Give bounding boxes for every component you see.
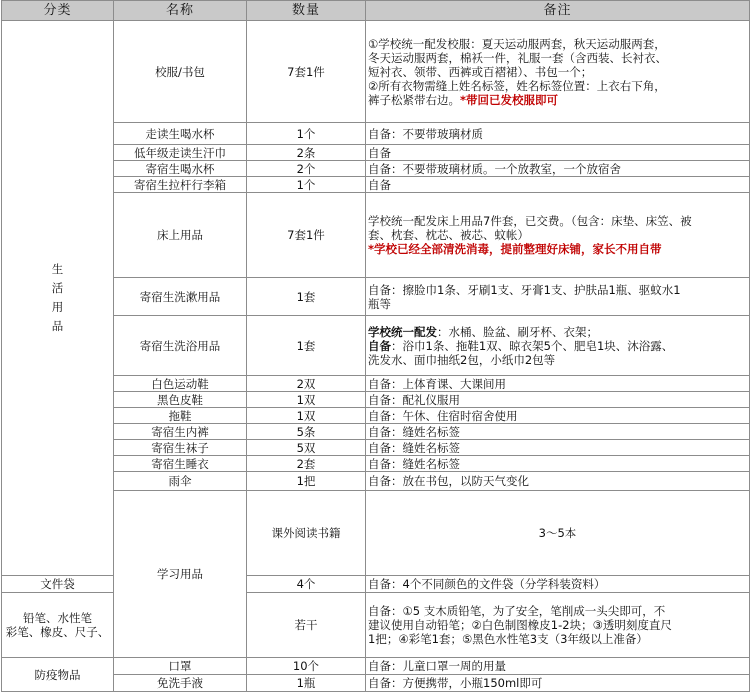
item-name: 寄宿生内裤 bbox=[114, 424, 247, 440]
item-note: 自备：4个不同颜色的文件袋（分学科装资料） bbox=[366, 576, 750, 593]
item-note: 自备：缝姓名标签 bbox=[366, 456, 750, 472]
item-note: 自备：擦脸巾1条、牙刷1支、牙膏1支、护肤品1瓶、驱蚊水1 瓶等 bbox=[366, 278, 750, 316]
table-row bbox=[2, 658, 750, 675]
item-note: 自备：不要带玻璃材质 bbox=[366, 123, 750, 145]
header-category: 分类 bbox=[2, 1, 114, 21]
item-name: 寄宿生拉杆行李箱 bbox=[114, 177, 247, 193]
item-name: 拖鞋 bbox=[114, 408, 247, 424]
supply-list-table bbox=[1, 0, 750, 692]
item-name: 口罩 bbox=[114, 658, 247, 675]
item-name: 校服/书包 bbox=[114, 21, 247, 123]
item-qty: 7套1件 bbox=[247, 21, 366, 123]
table-row bbox=[2, 675, 750, 692]
header-note: 备注 bbox=[366, 1, 750, 21]
header-quantity: 数量 bbox=[247, 1, 366, 21]
item-note: 自备：放在书包，以防天气变化 bbox=[366, 472, 750, 491]
item-qty: 4个 bbox=[247, 576, 366, 593]
item-qty: 1套 bbox=[247, 278, 366, 316]
item-qty: 5双 bbox=[247, 440, 366, 456]
item-note: 自备：缝姓名标签 bbox=[366, 424, 750, 440]
item-note: 自备：配礼仪服用 bbox=[366, 392, 750, 408]
table-row bbox=[2, 21, 750, 123]
item-qty: 2条 bbox=[247, 145, 366, 161]
item-name: 黑色皮鞋 bbox=[114, 392, 247, 408]
item-qty: 1个 bbox=[247, 123, 366, 145]
item-note: ①学校统一配发校服：夏天运动服两套，秋天运动服两套， 冬天运动服两套，棉袄一件，礼服一套（含西装、长衬衣、 短衬衣、领带、西裤或百褶裙）、书包一个； ②所有衣物需缝上姓名标签，姓名标签位置：上衣右下角， 裤子松紧带右边。*带回已发校服即可 bbox=[366, 21, 750, 123]
item-name: 雨伞 bbox=[114, 472, 247, 491]
table-row bbox=[2, 123, 750, 145]
table-row bbox=[2, 440, 750, 456]
table-row bbox=[2, 392, 750, 408]
table-row bbox=[2, 376, 750, 392]
item-note: 自备：①5 支木质铅笔，为了安全，笔削成一头尖即可，不 建议使用自动铅笔；②白色制图橡皮1-2块；③透明刻度直尺 1把；④彩笔1套；⑤黑色水性笔3支（3年级以上准备） bbox=[366, 593, 750, 658]
item-name: 寄宿生喝水杯 bbox=[114, 161, 247, 177]
item-qty: 7套1件 bbox=[247, 193, 366, 278]
item-name: 低年级走读生汗巾 bbox=[114, 145, 247, 161]
item-name: 白色运动鞋 bbox=[114, 376, 247, 392]
item-note: 自备：上体育课、大课间用 bbox=[366, 376, 750, 392]
item-note: 自备：缝姓名标签 bbox=[366, 440, 750, 456]
item-qty: 1把 bbox=[247, 472, 366, 491]
table-header-row bbox=[2, 1, 750, 21]
item-name: 文件袋 bbox=[2, 576, 114, 593]
item-qty: 2套 bbox=[247, 456, 366, 472]
item-note: 学校统一配发床上用品7件套，已交费。（包含：床垫、床笠、被 套、枕套、枕芯、被芯、蚊帐） *学校已经全部清洗消毒，提前整理好床铺，家长不用自带 bbox=[366, 193, 750, 278]
category-life: 生活用品 bbox=[2, 21, 114, 576]
item-qty: 10个 bbox=[247, 658, 366, 675]
table-row bbox=[2, 177, 750, 193]
table-row bbox=[2, 193, 750, 278]
table-row bbox=[2, 278, 750, 316]
item-name: 寄宿生洗浴用品 bbox=[114, 316, 247, 376]
item-note: 学校统一配发：水桶、脸盆、刷牙杯、衣架； 自备：浴巾1条、拖鞋1双、晾衣架5个、肥皂1块、沐浴露、 洗发水、面巾抽纸2包，小纸巾2包等 bbox=[366, 316, 750, 376]
table-row bbox=[2, 491, 750, 576]
table-row bbox=[2, 408, 750, 424]
item-name: 走读生喝水杯 bbox=[114, 123, 247, 145]
item-qty: 2双 bbox=[247, 376, 366, 392]
table-row bbox=[2, 161, 750, 177]
item-qty: 1个 bbox=[247, 177, 366, 193]
category-study: 学习用品 bbox=[114, 491, 247, 658]
item-note: 自备 bbox=[366, 177, 750, 193]
item-qty: 5条 bbox=[247, 424, 366, 440]
table-row bbox=[2, 316, 750, 376]
item-name: 课外阅读书籍 bbox=[247, 491, 366, 576]
item-note: 自备：方便携带，小瓶150ml即可 bbox=[366, 675, 750, 692]
table-row bbox=[2, 424, 750, 440]
header-name: 名称 bbox=[114, 1, 247, 21]
item-note: 自备：儿童口罩一周的用量 bbox=[366, 658, 750, 675]
item-note: 自备：午休、住宿时宿舍使用 bbox=[366, 408, 750, 424]
item-name: 铅笔、水性笔 彩笔、橡皮、尺子、 bbox=[2, 593, 114, 658]
item-qty: 3～5本 bbox=[366, 491, 750, 576]
item-note: 自备 bbox=[366, 145, 750, 161]
item-name: 寄宿生袜子 bbox=[114, 440, 247, 456]
item-qty: 2个 bbox=[247, 161, 366, 177]
item-name: 床上用品 bbox=[114, 193, 247, 278]
item-qty: 1瓶 bbox=[247, 675, 366, 692]
item-qty: 1双 bbox=[247, 392, 366, 408]
table-row bbox=[2, 456, 750, 472]
item-qty: 1双 bbox=[247, 408, 366, 424]
table-row bbox=[2, 145, 750, 161]
table-row bbox=[2, 472, 750, 491]
item-name: 免洗手液 bbox=[114, 675, 247, 692]
item-note: 自备：不要带玻璃材质。一个放教室，一个放宿舍 bbox=[366, 161, 750, 177]
item-qty: 若干 bbox=[247, 593, 366, 658]
item-qty: 1套 bbox=[247, 316, 366, 376]
category-epidemic: 防疫物品 bbox=[2, 658, 114, 692]
item-name: 寄宿生睡衣 bbox=[114, 456, 247, 472]
item-name: 寄宿生洗漱用品 bbox=[114, 278, 247, 316]
